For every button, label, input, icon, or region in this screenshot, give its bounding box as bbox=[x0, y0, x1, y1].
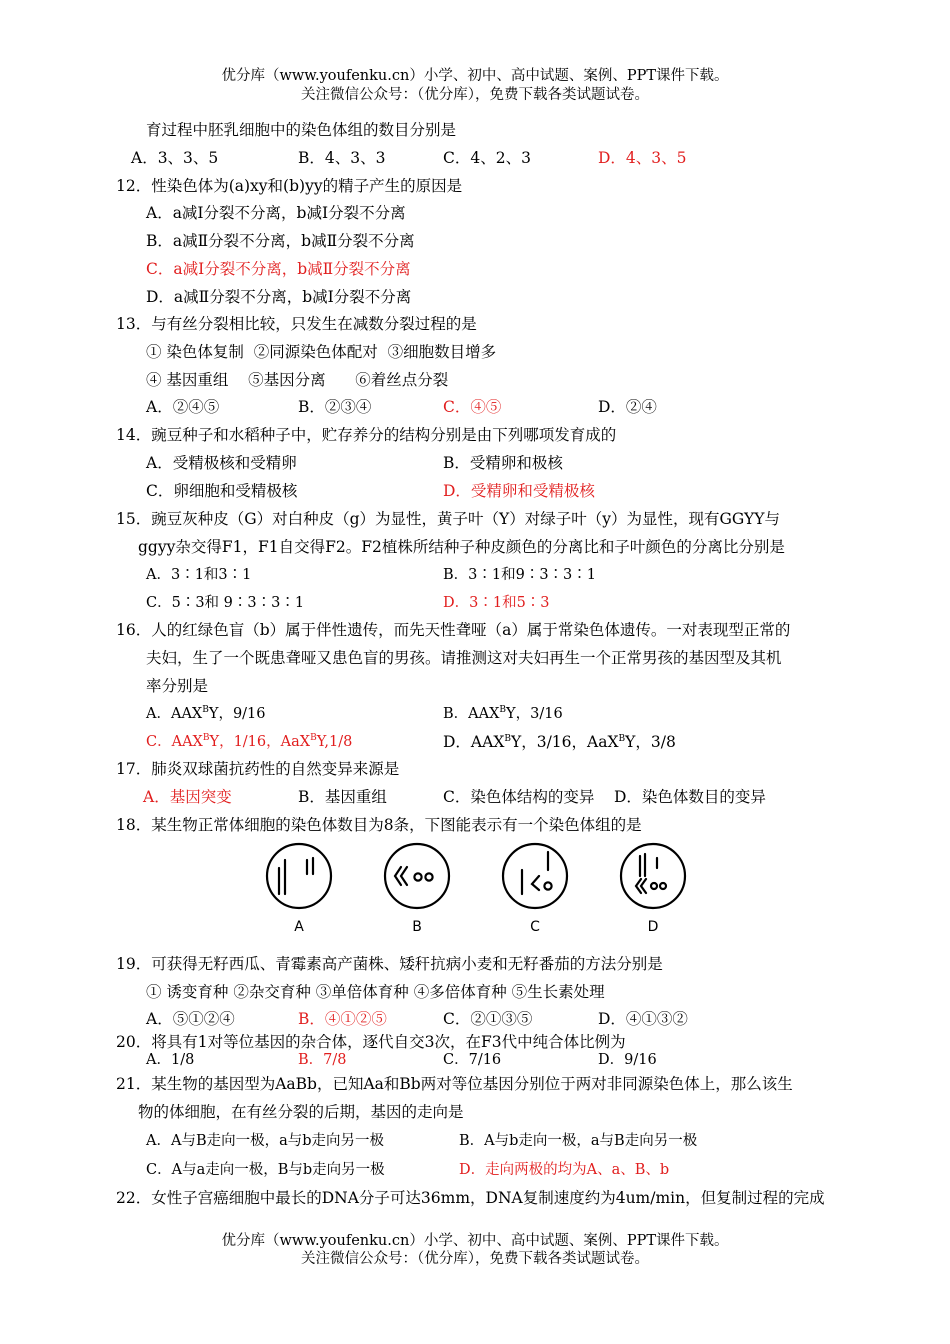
q20-stem: 20．将具有1对等位基因的杂合体，逐代自交3次，在F3代中纯合体比例为 bbox=[116, 1033, 626, 1051]
q20-option-d: D．9/16 bbox=[598, 1052, 657, 1068]
q12-option-d: D．a减Ⅱ分裂不分离，b减Ⅰ分裂不分离 bbox=[146, 288, 412, 306]
q13-items-line-2: ④ 基因重组 ⑤基因分离 ⑥着丝点分裂 bbox=[146, 371, 449, 389]
q21-stem-line-1: 21．某生物的基因型为AaBb，已知Aa和Bb两对等位基因分别位于两对非同源染色体上，那么该生 bbox=[116, 1075, 793, 1093]
q15-stem-line-2: ggyy杂交得F1，F1自交得F2。F2植株所结种子种皮颜色的分离比和子叶颜色的分离比分别是 bbox=[138, 538, 785, 556]
q16-stem-line-3: 率分别是 bbox=[146, 677, 209, 695]
header-line-1: 优分库（www.youfenku.cn）小学、初中、高中试题、案例、PPT课件下载。 bbox=[221, 68, 729, 84]
q20-option-c: C．7/16 bbox=[443, 1052, 502, 1068]
chromosome-figure bbox=[255, 838, 695, 940]
q16-option-c-answer: C．$AAX^BY$，1/16，AaX$^B$Y,1/8 bbox=[146, 733, 353, 750]
q12-stem: 12．性染色体为(a)xy和(b)yy的精子产生的原因是 bbox=[116, 177, 463, 195]
q21-option-d-answer: D．走向两极的均为A、a、B、b bbox=[459, 1162, 670, 1178]
q13-option-b: B．②③④ bbox=[298, 398, 372, 416]
cell-label-d: D bbox=[647, 919, 659, 935]
q11-stem-continuation: 育过程中胚乳细胞中的染色体组的数目分别是 bbox=[146, 121, 457, 139]
q19-option-c: C．②①③⑤ bbox=[443, 1010, 533, 1028]
q11-option-c: C．4、2、3 bbox=[443, 149, 531, 167]
q19-option-b-answer: B．④①②⑤ bbox=[298, 1010, 387, 1028]
q16-option-d: D．$AAX^BY$，3/16，AaX$^B$Y，3/8 bbox=[443, 733, 676, 751]
q12-option-a: A．a减Ⅰ分裂不分离，b减Ⅰ分裂不分离 bbox=[146, 204, 406, 222]
q14-option-a: A．受精极核和受精卵 bbox=[146, 454, 297, 472]
q13-option-c-answer: C．④⑤ bbox=[443, 398, 502, 416]
q14-option-d-answer: D．受精卵和受精极核 bbox=[443, 482, 595, 500]
q16-option-a: A．$AAX^BY$，9/16 bbox=[146, 705, 266, 722]
q12-option-c-answer: C．a减Ⅰ分裂不分离，b减Ⅱ分裂不分离 bbox=[146, 260, 411, 278]
q14-option-b: B．受精卵和极核 bbox=[443, 454, 563, 472]
footer-line-1: 优分库（www.youfenku.cn）小学、初中、高中试题、案例、PPT课件下载。 bbox=[221, 1233, 729, 1249]
q17-option-a-answer: A．基因突变 bbox=[143, 788, 232, 806]
q15-option-c: C．5∶3和 9∶3∶3∶1 bbox=[146, 595, 305, 611]
q15-option-d-answer: D．3∶1和5∶3 bbox=[443, 595, 550, 611]
q17-option-d: D．染色体数目的变异 bbox=[614, 788, 766, 806]
q19-option-a: A．⑤①②④ bbox=[146, 1010, 235, 1028]
q14-option-c: C．卵细胞和受精极核 bbox=[146, 482, 298, 500]
q13-option-a: A．②④⑤ bbox=[146, 398, 220, 416]
q19-stem: 19．可获得无籽西瓜、青霉素高产菌株、矮秆抗病小麦和无籽番茄的方法分别是 bbox=[116, 955, 663, 973]
q12-option-b: B．a减Ⅱ分裂不分离，b减Ⅱ分裂不分离 bbox=[146, 232, 415, 250]
q21-stem-line-2: 物的体细胞，在有丝分裂的后期，基因的走向是 bbox=[138, 1103, 464, 1121]
cell-label-a: A bbox=[294, 919, 304, 935]
footer-line-2: 关注微信公众号：（优分库），免费下载各类试题试卷。 bbox=[301, 1251, 649, 1267]
q17-option-c: C．染色体结构的变异 bbox=[443, 788, 595, 806]
q21-option-b: B．A与b走向一极，a与B走向另一极 bbox=[459, 1133, 698, 1149]
q15-stem-line-1: 15．豌豆灰种皮（G）对白种皮（g）为显性，黄子叶（Y）对绿子叶（y）为显性，现有GGYY与 bbox=[116, 510, 780, 528]
q11-option-a: A．3、3、5 bbox=[131, 149, 219, 167]
cell-a-outline bbox=[267, 844, 331, 908]
cell-d-outline bbox=[621, 844, 685, 908]
q19-items: ① 诱变育种 ②杂交育种 ③单倍体育种 ④多倍体育种 ⑤生长素处理 bbox=[146, 983, 605, 1001]
q16-stem-line-2: 夫妇，生了一个既患聋哑又患色盲的男孩。请推测这对夫妇再生一个正常男孩的基因型及其机 bbox=[146, 649, 782, 667]
cell-b-chromosomes bbox=[395, 867, 433, 885]
cell-label-b: B bbox=[412, 919, 422, 935]
cell-label-c: C bbox=[530, 919, 540, 935]
q11-option-d-answer: D．4、3、5 bbox=[598, 149, 687, 167]
q21-option-c: C．A与a走向一极，B与b走向另一极 bbox=[146, 1162, 385, 1178]
q14-stem: 14．豌豆种子和水稻种子中，贮存养分的结构分别是由下列哪项发育成的 bbox=[116, 426, 617, 444]
q11-option-b: B．4、3、3 bbox=[298, 149, 386, 167]
cell-c-chromosomes bbox=[522, 852, 552, 894]
q20-option-a: A．1/8 bbox=[146, 1052, 195, 1068]
q22-stem: 22．女性子宫癌细胞中最长的DNA分子可达36mm，DNA复制速度约为4um/min，但复制过程的完成 bbox=[116, 1189, 825, 1207]
cell-c-outline bbox=[503, 844, 567, 908]
header-line-2: 关注微信公众号：（优分库），免费下载各类试题试卷。 bbox=[301, 87, 649, 103]
q15-option-a: A．3∶1和3∶1 bbox=[146, 567, 252, 583]
q13-items-line-1: ① 染色体复制 ②同源染色体配对 ③细胞数目增多 bbox=[146, 343, 497, 361]
q13-option-d: D．②④ bbox=[598, 398, 657, 416]
q15-option-b: B．3∶1和9∶3∶3∶1 bbox=[443, 567, 597, 583]
q16-option-b: B．$AAX^BY$，3/16 bbox=[443, 705, 563, 722]
q13-stem: 13．与有丝分裂相比较，只发生在减数分裂过程的是 bbox=[116, 315, 477, 333]
cell-d-chromosomes bbox=[636, 854, 666, 893]
q18-stem: 18．某生物正常体细胞的染色体数目为8条，下图能表示有一个染色体组的是 bbox=[116, 816, 642, 834]
q17-option-b: B．基因重组 bbox=[298, 788, 387, 806]
q21-option-a: A．A与B走向一极，a与b走向另一极 bbox=[146, 1133, 385, 1149]
q16-stem-line-1: 16．人的红绿色盲（b）属于伴性遗传，而先天性聋哑（a）属于常染色体遗传。一对表现型正常的 bbox=[116, 621, 791, 639]
q20-option-b-answer: B．7/8 bbox=[298, 1052, 347, 1068]
q19-option-d: D．④①③② bbox=[598, 1010, 688, 1028]
q17-stem: 17．肺炎双球菌抗药性的自然变异来源是 bbox=[116, 760, 400, 778]
cell-a-chromosomes bbox=[279, 858, 313, 894]
